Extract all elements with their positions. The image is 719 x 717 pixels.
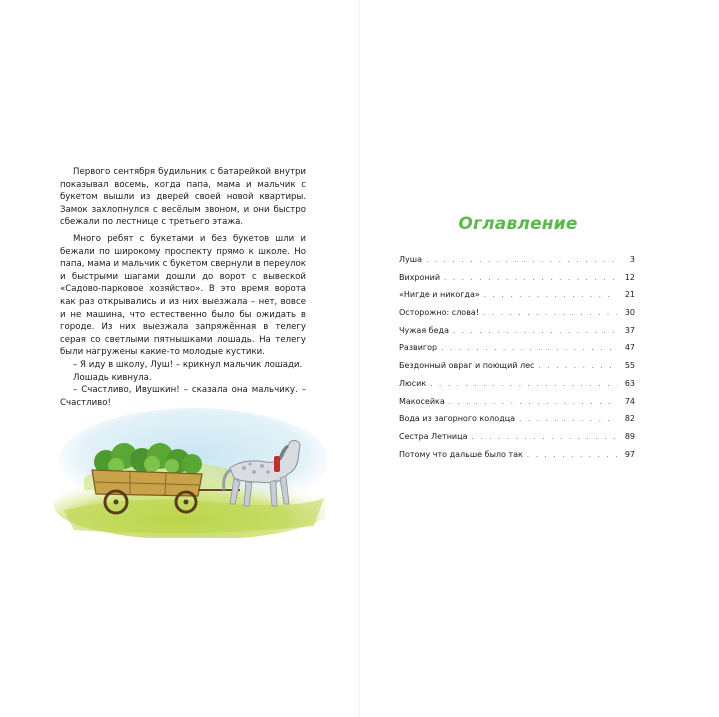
toc-item[interactable] xyxy=(399,414,635,432)
toc-item-title: «Нигде и никогда» xyxy=(399,290,480,300)
toc-item-title: Сестра Летница xyxy=(399,431,468,441)
toc-item[interactable] xyxy=(399,361,635,379)
story-paragraph-5: – Счастливо, Ивушкин! – сказала она мальчику. – Счастливо! xyxy=(60,385,306,408)
toc-item-title: Луша xyxy=(399,255,422,264)
horse-cart-illustration xyxy=(44,398,326,538)
toc-item[interactable] xyxy=(399,432,635,450)
story-paragraph-1: Первого сентября будильник с батарейкой внутри показывал восемь, когда папа, мама и мальчик с букетом вышли из дверей своей новой квартиры. Замок захлопнулся с весёлым звоном, и они быстро сбежали по лестнице с третьего этажа. xyxy=(60,167,306,228)
toc-leader xyxy=(453,326,617,336)
toc-item-page: 12 xyxy=(624,272,635,282)
toc-item[interactable] xyxy=(399,255,635,273)
toc-item-page: 3 xyxy=(629,255,635,264)
toc-leader xyxy=(527,450,617,460)
toc-title: Оглавление xyxy=(458,214,578,234)
toc-item-page: 21 xyxy=(624,290,635,300)
toc-item[interactable] xyxy=(399,343,635,361)
toc-leader xyxy=(484,290,617,300)
toc-item[interactable] xyxy=(399,450,635,468)
story-text xyxy=(60,166,306,409)
book-spine xyxy=(358,0,360,717)
toc-leader xyxy=(538,361,617,371)
toc-item[interactable] xyxy=(399,397,635,415)
toc-item-title: Вихроний xyxy=(399,272,441,282)
toc-item[interactable] xyxy=(399,308,635,326)
toc-item[interactable] xyxy=(399,273,635,291)
toc-item-title: Люсик xyxy=(399,378,427,388)
toc-item-page: 55 xyxy=(624,361,635,371)
toc-item-title: Развигор xyxy=(399,343,438,353)
toc-leader xyxy=(430,379,617,389)
toc-item-page: 89 xyxy=(624,431,635,441)
toc-item-page: 74 xyxy=(624,396,635,406)
toc-leader xyxy=(519,414,617,424)
story-paragraph-2: Много ребят с букетами и без букетов шли и бежали по широкому проспекту прямо к школе. Но папа, мама и мальчик с букетом свернули в переулок и быстрыми шагами дошли до ворот с вывеской «Садово-парковое хозяйство». В это время ворота как раз открывались и из них выезжала – нет, вовсе и не машина, что естественно было бы ожидать в городе. Из них выезжала запряжённая в телегу серая со светлыми пятнышками лошадь. На телегу были нагружены какие-то молодые кустики. xyxy=(60,233,306,358)
toc-item-title: Чужая беда xyxy=(399,325,449,335)
horse-collar xyxy=(274,456,280,472)
toc-leader xyxy=(426,255,617,265)
toc-item-title: Бездонный овраг и поющий лес xyxy=(399,361,535,371)
story-paragraph-3: – Я иду в школу, Луш! – крикнул мальчик лошади. xyxy=(73,359,303,370)
toc-item-title: Осторожно: слова! xyxy=(399,308,480,318)
toc-item-title: Потому что дальше было так xyxy=(399,449,523,459)
toc-leader xyxy=(449,397,617,407)
toc-item-page: 37 xyxy=(624,325,635,335)
toc-item-page: 82 xyxy=(624,414,635,424)
table-of-contents xyxy=(399,255,635,467)
toc-leader xyxy=(444,273,617,283)
toc-item[interactable] xyxy=(399,379,635,397)
toc-item[interactable] xyxy=(399,290,635,308)
toc-leader xyxy=(441,343,617,353)
toc-item-title: Макосейка xyxy=(399,396,445,406)
toc-leader xyxy=(483,308,617,318)
toc-item-page: 30 xyxy=(624,308,635,318)
story-paragraph-4: Лошадь кивнула. xyxy=(73,372,152,383)
toc-item-page: 63 xyxy=(624,378,635,388)
toc-item-title: Вода из загорного колодца xyxy=(399,414,516,424)
toc-item-page: 47 xyxy=(624,343,635,353)
toc-item-page: 97 xyxy=(624,449,635,459)
toc-item[interactable] xyxy=(399,326,635,344)
toc-leader xyxy=(471,432,617,442)
